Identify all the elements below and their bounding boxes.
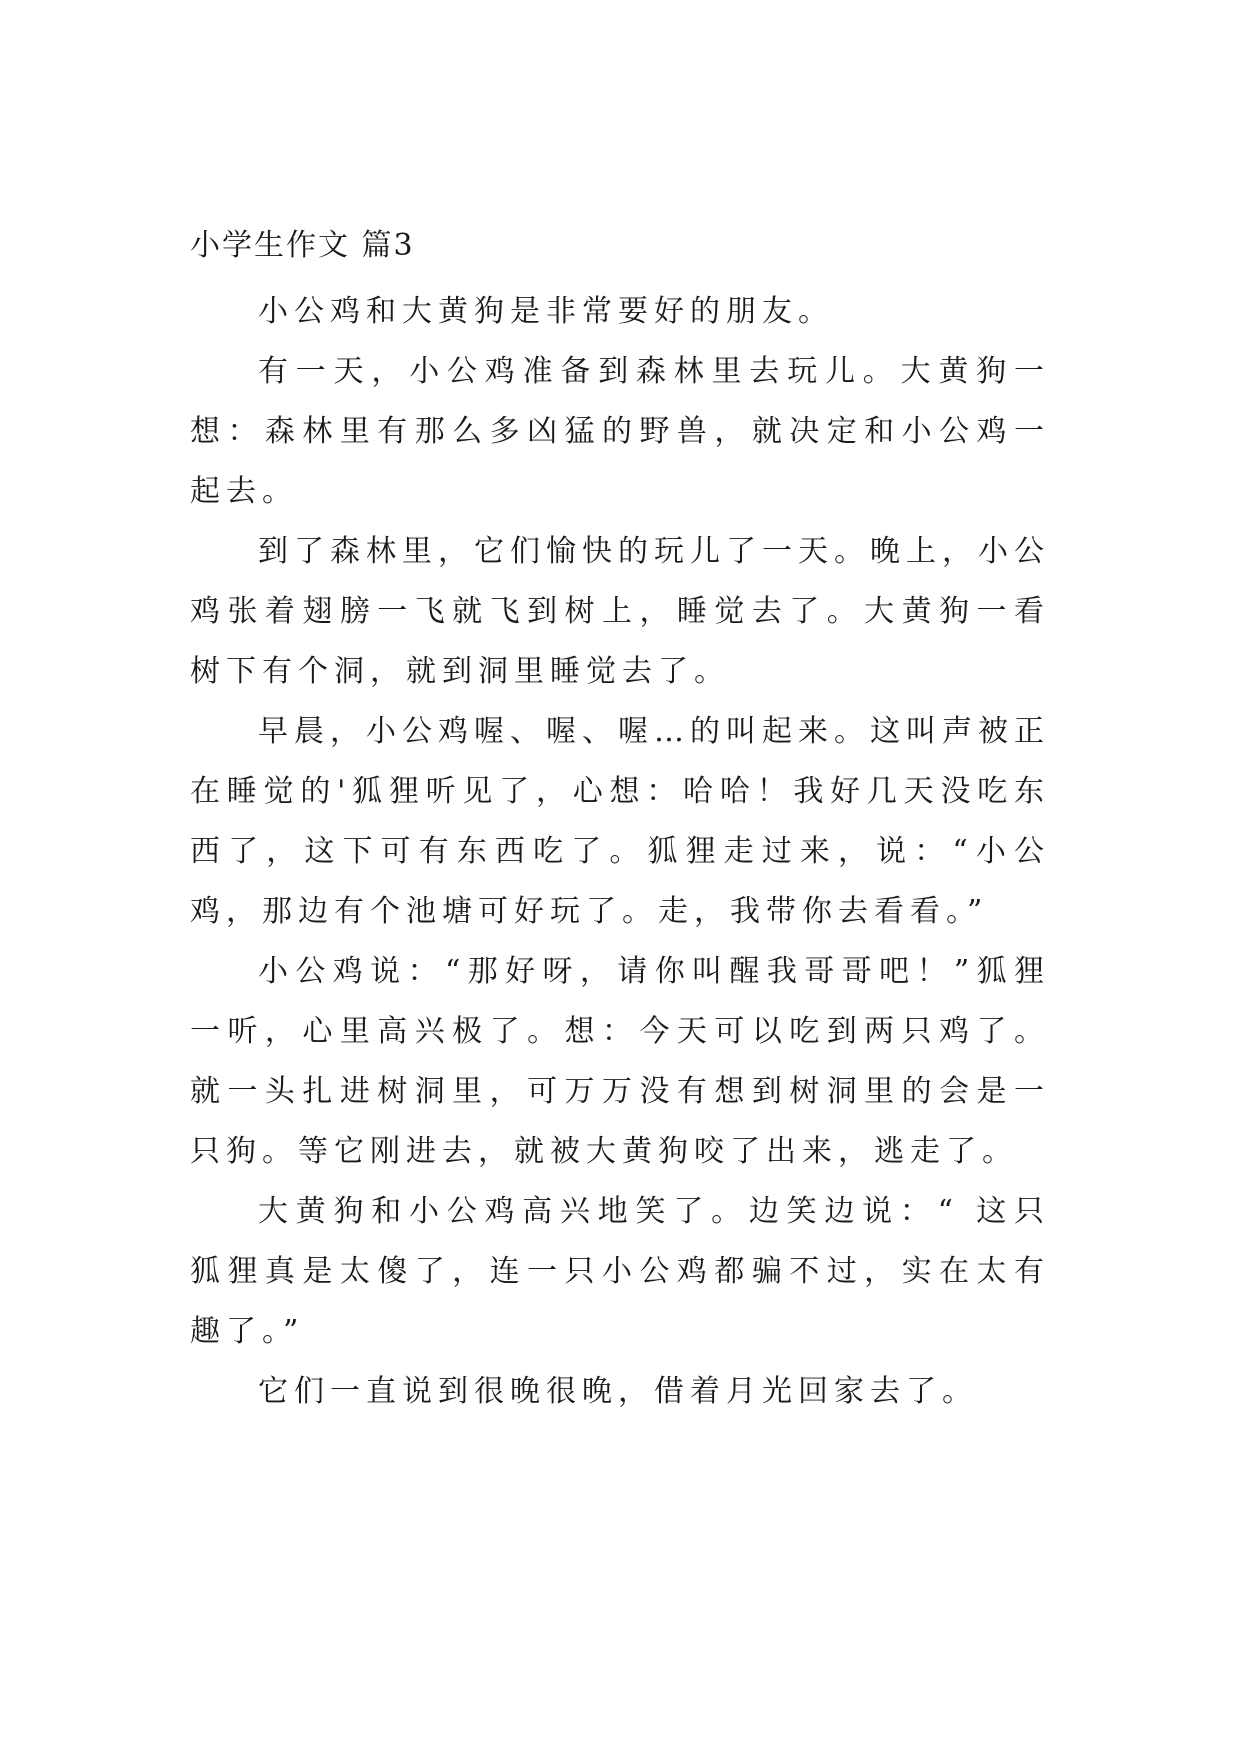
paragraph-1: 小公鸡和大黄狗是非常要好的朋友。 <box>258 294 834 329</box>
paragraph-6: 大黄狗和小公鸡高兴地笑了。边笑边说：“ 这只狐狸真是太傻了，连一只小公鸡都骗不过，实在太有趣了。” <box>190 1194 1050 1349</box>
paragraph-3: 到了森林里，它们愉快的玩儿了一天。晚上，小公鸡张着翅膀一飞就飞到树上，睡觉去了。大黄狗一看树下有个洞，就到洞里睡觉去了。 <box>190 534 1050 689</box>
document-page <box>190 222 1050 1422</box>
paragraph-4: 早晨，小公鸡喔、喔、喔…的叫起来。这叫声被正在睡觉的'狐狸听见了，心想：哈哈！我好几天没吃东西了，这下可有东西吃了。狐狸走过来，说：“小公鸡，那边有个池塘可好玩了。走，我带你去看看。” <box>190 714 1050 929</box>
essay-title: 小学生作文 篇3 <box>190 228 415 263</box>
paragraph-2: 有一天，小公鸡准备到森林里去玩儿。大黄狗一想：森林里有那么多凶猛的野兽，就决定和小公鸡一起去。 <box>190 354 1050 509</box>
paragraph-7: 它们一直说到很晚很晚，借着月光回家去了。 <box>258 1374 978 1409</box>
paragraph-5: 小公鸡说：“那好呀，请你叫醒我哥哥吧！”狐狸一听，心里高兴极了。想：今天可以吃到两只鸡了。就一头扎进树洞里，可万万没有想到树洞里的会是一只狗。等它刚进去，就被大黄狗咬了出来，逃走了。 <box>190 954 1050 1169</box>
